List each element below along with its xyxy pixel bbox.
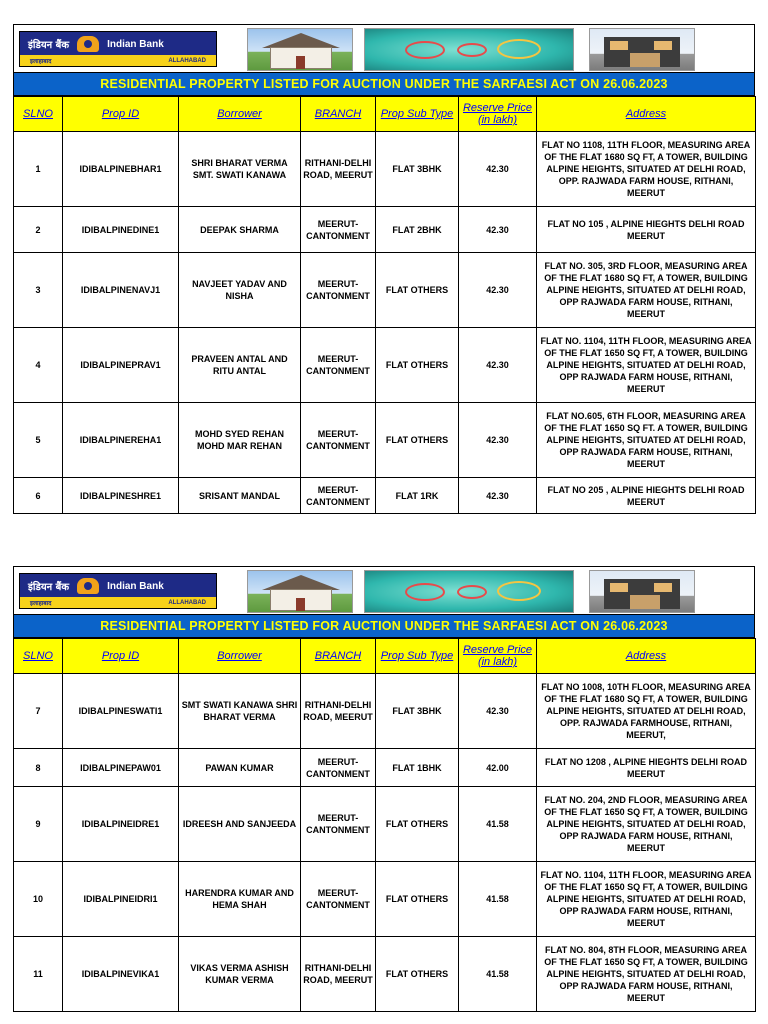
cell-address: FLAT NO. 1104, 11TH FLOOR, MEASURING AREA OF THE FLAT 1650 SQ FT, A TOWER, BUILDING ALPINE HEIGHTS, SITUATED AT DELHI ROAD, OPP RAJWADA FARM HOUSE, RITHANI, MEERUT [537, 328, 756, 403]
logo-strip-right: ALLAHABAD [168, 599, 206, 606]
cell-borrower: IDREESH AND SANJEEDA [179, 787, 301, 862]
col-header-slno: SLNO [14, 97, 63, 132]
cell-prop-id: IDIBALPINEBHAR1 [63, 132, 179, 207]
logo-hindi-text: इंडियन बैंक [28, 582, 70, 593]
cell-borrower: MOHD SYED REHAN MOHD MAR REHAN [179, 403, 301, 478]
cell-address: FLAT NO 1208 , ALPINE HIEGHTS DELHI ROAD MEERUT [537, 749, 756, 787]
cell-slno: 10 [14, 862, 63, 937]
logo-english-text: Indian Bank [107, 38, 164, 50]
bank-emblem-icon [77, 578, 99, 594]
logo-hindi-text: इंडियन बैंक [28, 40, 70, 51]
cell-prop-id: IDIBALPINEVIKA1 [63, 937, 179, 1012]
table-row [14, 862, 756, 937]
cell-address: FLAT NO 1108, 11TH FLOOR, MEASURING AREA OF THE FLAT 1680 SQ FT, A TOWER, BUILDING ALPINE HEIGHTS, SITUATED AT DELHI ROAD, OPP. RAJWADA FARM HOUSE, RITHANI, MEERUT [537, 132, 756, 207]
cell-prop-id: IDIBALPINEREHA1 [63, 403, 179, 478]
table-row [14, 328, 756, 403]
cell-address: FLAT NO 205 , ALPINE HIEGHTS DELHI ROAD MEERUT [537, 478, 756, 514]
logo-strip [20, 55, 216, 66]
logo-english-text: Indian Bank [107, 580, 164, 592]
logo-strip-left: इलाहाबाद [30, 58, 52, 65]
cell-price: 42.30 [459, 403, 537, 478]
cell-branch: RITHANI-DELHI ROAD, MEERUT [301, 674, 376, 749]
cell-sub-type: FLAT OTHERS [376, 937, 459, 1012]
table-row [14, 674, 756, 749]
cell-borrower: SRISANT MANDAL [179, 478, 301, 514]
cell-price: 42.30 [459, 207, 537, 253]
cell-borrower: HARENDRA KUMAR AND HEMA SHAH [179, 862, 301, 937]
property-table [13, 638, 756, 1012]
cell-price: 41.58 [459, 862, 537, 937]
col-header-borrower: Borrower [179, 639, 301, 674]
table-row [14, 253, 756, 328]
table-row [14, 478, 756, 514]
indian-bank-logo [19, 31, 217, 67]
cell-prop-id: IDIBALPINEIDRE1 [63, 787, 179, 862]
col-header-branch: BRANCH [301, 97, 376, 132]
cell-branch: MEERUT-CANTONMENT [301, 862, 376, 937]
modern-house-photo [589, 28, 695, 71]
cell-price: 42.30 [459, 328, 537, 403]
cell-slno: 11 [14, 937, 63, 1012]
cell-sub-type: FLAT OTHERS [376, 403, 459, 478]
cell-slno: 5 [14, 403, 63, 478]
logo-strip-right: ALLAHABAD [168, 57, 206, 64]
cell-price: 42.30 [459, 253, 537, 328]
cell-price: 41.58 [459, 937, 537, 1012]
cell-address: FLAT NO. 1104, 11TH FLOOR, MEASURING AREA OF THE FLAT 1650 SQ FT, A TOWER, BUILDING ALPINE HEIGHTS, SITUATED AT DELHI ROAD, OPP RAJWADA FARM HOUSE, RITHANI, MEERUT [537, 862, 756, 937]
cell-borrower: PAWAN KUMAR [179, 749, 301, 787]
cell-slno: 9 [14, 787, 63, 862]
auction-title: RESIDENTIAL PROPERTY LISTED FOR AUCTION UNDER THE SARFAESI ACT ON 26.06.2023 [100, 619, 668, 633]
cell-slno: 8 [14, 749, 63, 787]
house-photo [247, 570, 353, 613]
cell-prop-id: IDIBALPINEPAW01 [63, 749, 179, 787]
cell-prop-id: IDIBALPINEPRAV1 [63, 328, 179, 403]
auction-title: RESIDENTIAL PROPERTY LISTED FOR AUCTION UNDER THE SARFAESI ACT ON 26.06.2023 [100, 77, 668, 91]
header-banner [13, 24, 755, 72]
cell-borrower: PRAVEEN ANTAL AND RITU ANTAL [179, 328, 301, 403]
table-row [14, 937, 756, 1012]
table-header-row [14, 639, 756, 674]
cell-borrower: SHRI BHARAT VERMA SMT. SWATI KANAWA [179, 132, 301, 207]
table-row [14, 132, 756, 207]
col-header-borrower: Borrower [179, 97, 301, 132]
logo-strip [20, 597, 216, 608]
cell-branch: MEERUT-CANTONMENT [301, 253, 376, 328]
cell-borrower: DEEPAK SHARMA [179, 207, 301, 253]
cell-price: 42.00 [459, 749, 537, 787]
cell-sub-type: FLAT 1BHK [376, 749, 459, 787]
cell-prop-id: IDIBALPINEDINE1 [63, 207, 179, 253]
cell-branch: MEERUT-CANTONMENT [301, 328, 376, 403]
cell-price: 42.30 [459, 478, 537, 514]
decorative-banner-image [364, 28, 574, 71]
col-header-prop-sub-type: Prop Sub Type [376, 97, 459, 132]
cell-slno: 7 [14, 674, 63, 749]
cell-sub-type: FLAT OTHERS [376, 787, 459, 862]
cell-sub-type: FLAT OTHERS [376, 253, 459, 328]
auction-sheet-2 [13, 566, 755, 1012]
auction-title-bar [13, 72, 755, 96]
cell-address: FLAT NO. 804, 8TH FLOOR, MEASURING AREA OF THE FLAT 1650 SQ FT, A TOWER, BUILDING ALPINE HEIGHTS, SITUATED AT DELHI ROAD, OPP RAJWADA FARM HOUSE, RITHANI, MEERUT [537, 937, 756, 1012]
cell-price: 42.30 [459, 674, 537, 749]
cell-branch: MEERUT-CANTONMENT [301, 478, 376, 514]
cell-branch: MEERUT-CANTONMENT [301, 749, 376, 787]
cell-address: FLAT NO.605, 6TH FLOOR, MEASURING AREA OF THE FLAT 1650 SQ FT. A TOWER, BUILDING ALPINE HEIGHTS, SITUATED AT DELHI ROAD, OPP RAJWADA FARM HOUSE, RITHANI, MEERUT [537, 403, 756, 478]
col-header-prop-sub-type: Prop Sub Type [376, 639, 459, 674]
cell-sub-type: FLAT 3BHK [376, 674, 459, 749]
cell-address: FLAT NO. 305, 3RD FLOOR, MEASURING AREA OF THE FLAT 1680 SQ FT, A TOWER, BUILDING ALPINE HEIGHTS, SITUATED AT DELHI ROAD, OPP RAJWADA FARM HOUSE, RITHANI, MEERUT [537, 253, 756, 328]
table-header-row [14, 97, 756, 132]
col-header-reserve-price: Reserve Price (in lakh) [459, 97, 537, 132]
indian-bank-logo [19, 573, 217, 609]
house-photo [247, 28, 353, 71]
header-banner [13, 566, 755, 614]
cell-borrower: NAVJEET YADAV AND NISHA [179, 253, 301, 328]
cell-branch: RITHANI-DELHI ROAD, MEERUT [301, 937, 376, 1012]
cell-slno: 1 [14, 132, 63, 207]
cell-borrower: VIKAS VERMA ASHISH KUMAR VERMA [179, 937, 301, 1012]
cell-price: 42.30 [459, 132, 537, 207]
cell-sub-type: FLAT OTHERS [376, 328, 459, 403]
cell-slno: 4 [14, 328, 63, 403]
decorative-banner-image [364, 570, 574, 613]
cell-branch: MEERUT-CANTONMENT [301, 787, 376, 862]
cell-address: FLAT NO 1008, 10TH FLOOR, MEASURING AREA OF THE FLAT 1680 SQ FT, A TOWER, BUILDING ALPINE HEIGHTS, SITUATED AT DELHI ROAD, OPP. RAJWADA FARMHOUSE, RITHANI, MEERUT, [537, 674, 756, 749]
cell-slno: 2 [14, 207, 63, 253]
cell-prop-id: IDIBALPINEIDRI1 [63, 862, 179, 937]
cell-prop-id: IDIBALPINESWATI1 [63, 674, 179, 749]
cell-sub-type: FLAT 2BHK [376, 207, 459, 253]
table-row [14, 787, 756, 862]
property-table [13, 96, 756, 514]
cell-address: FLAT NO 105 , ALPINE HIEGHTS DELHI ROAD MEERUT [537, 207, 756, 253]
table-row [14, 749, 756, 787]
auction-title-bar [13, 614, 755, 638]
col-header-prop-id: Prop ID [63, 639, 179, 674]
cell-prop-id: IDIBALPINENAVJ1 [63, 253, 179, 328]
cell-borrower: SMT SWATI KANAWA SHRI BHARAT VERMA [179, 674, 301, 749]
cell-sub-type: FLAT 3BHK [376, 132, 459, 207]
cell-branch: RITHANI-DELHI ROAD, MEERUT [301, 132, 376, 207]
col-header-address: Address [537, 97, 756, 132]
table-row [14, 207, 756, 253]
table-row [14, 403, 756, 478]
col-header-reserve-price: Reserve Price (in lakh) [459, 639, 537, 674]
cell-branch: MEERUT-CANTONMENT [301, 403, 376, 478]
cell-sub-type: FLAT 1RK [376, 478, 459, 514]
cell-slno: 6 [14, 478, 63, 514]
col-header-prop-id: Prop ID [63, 97, 179, 132]
cell-price: 41.58 [459, 787, 537, 862]
cell-prop-id: IDIBALPINESHRE1 [63, 478, 179, 514]
col-header-branch: BRANCH [301, 639, 376, 674]
auction-sheet-1 [13, 24, 755, 514]
modern-house-photo [589, 570, 695, 613]
bank-emblem-icon [77, 36, 99, 52]
cell-sub-type: FLAT OTHERS [376, 862, 459, 937]
cell-address: FLAT NO. 204, 2ND FLOOR, MEASURING AREA OF THE FLAT 1650 SQ FT, A TOWER, BUILDING ALPINE HEIGHTS, SITUATED AT DELHI ROAD, OPP RAJWADA FARM HOUSE, RITHANI, MEERUT [537, 787, 756, 862]
col-header-slno: SLNO [14, 639, 63, 674]
cell-slno: 3 [14, 253, 63, 328]
cell-branch: MEERUT-CANTONMENT [301, 207, 376, 253]
logo-strip-left: इलाहाबाद [30, 600, 52, 607]
col-header-address: Address [537, 639, 756, 674]
